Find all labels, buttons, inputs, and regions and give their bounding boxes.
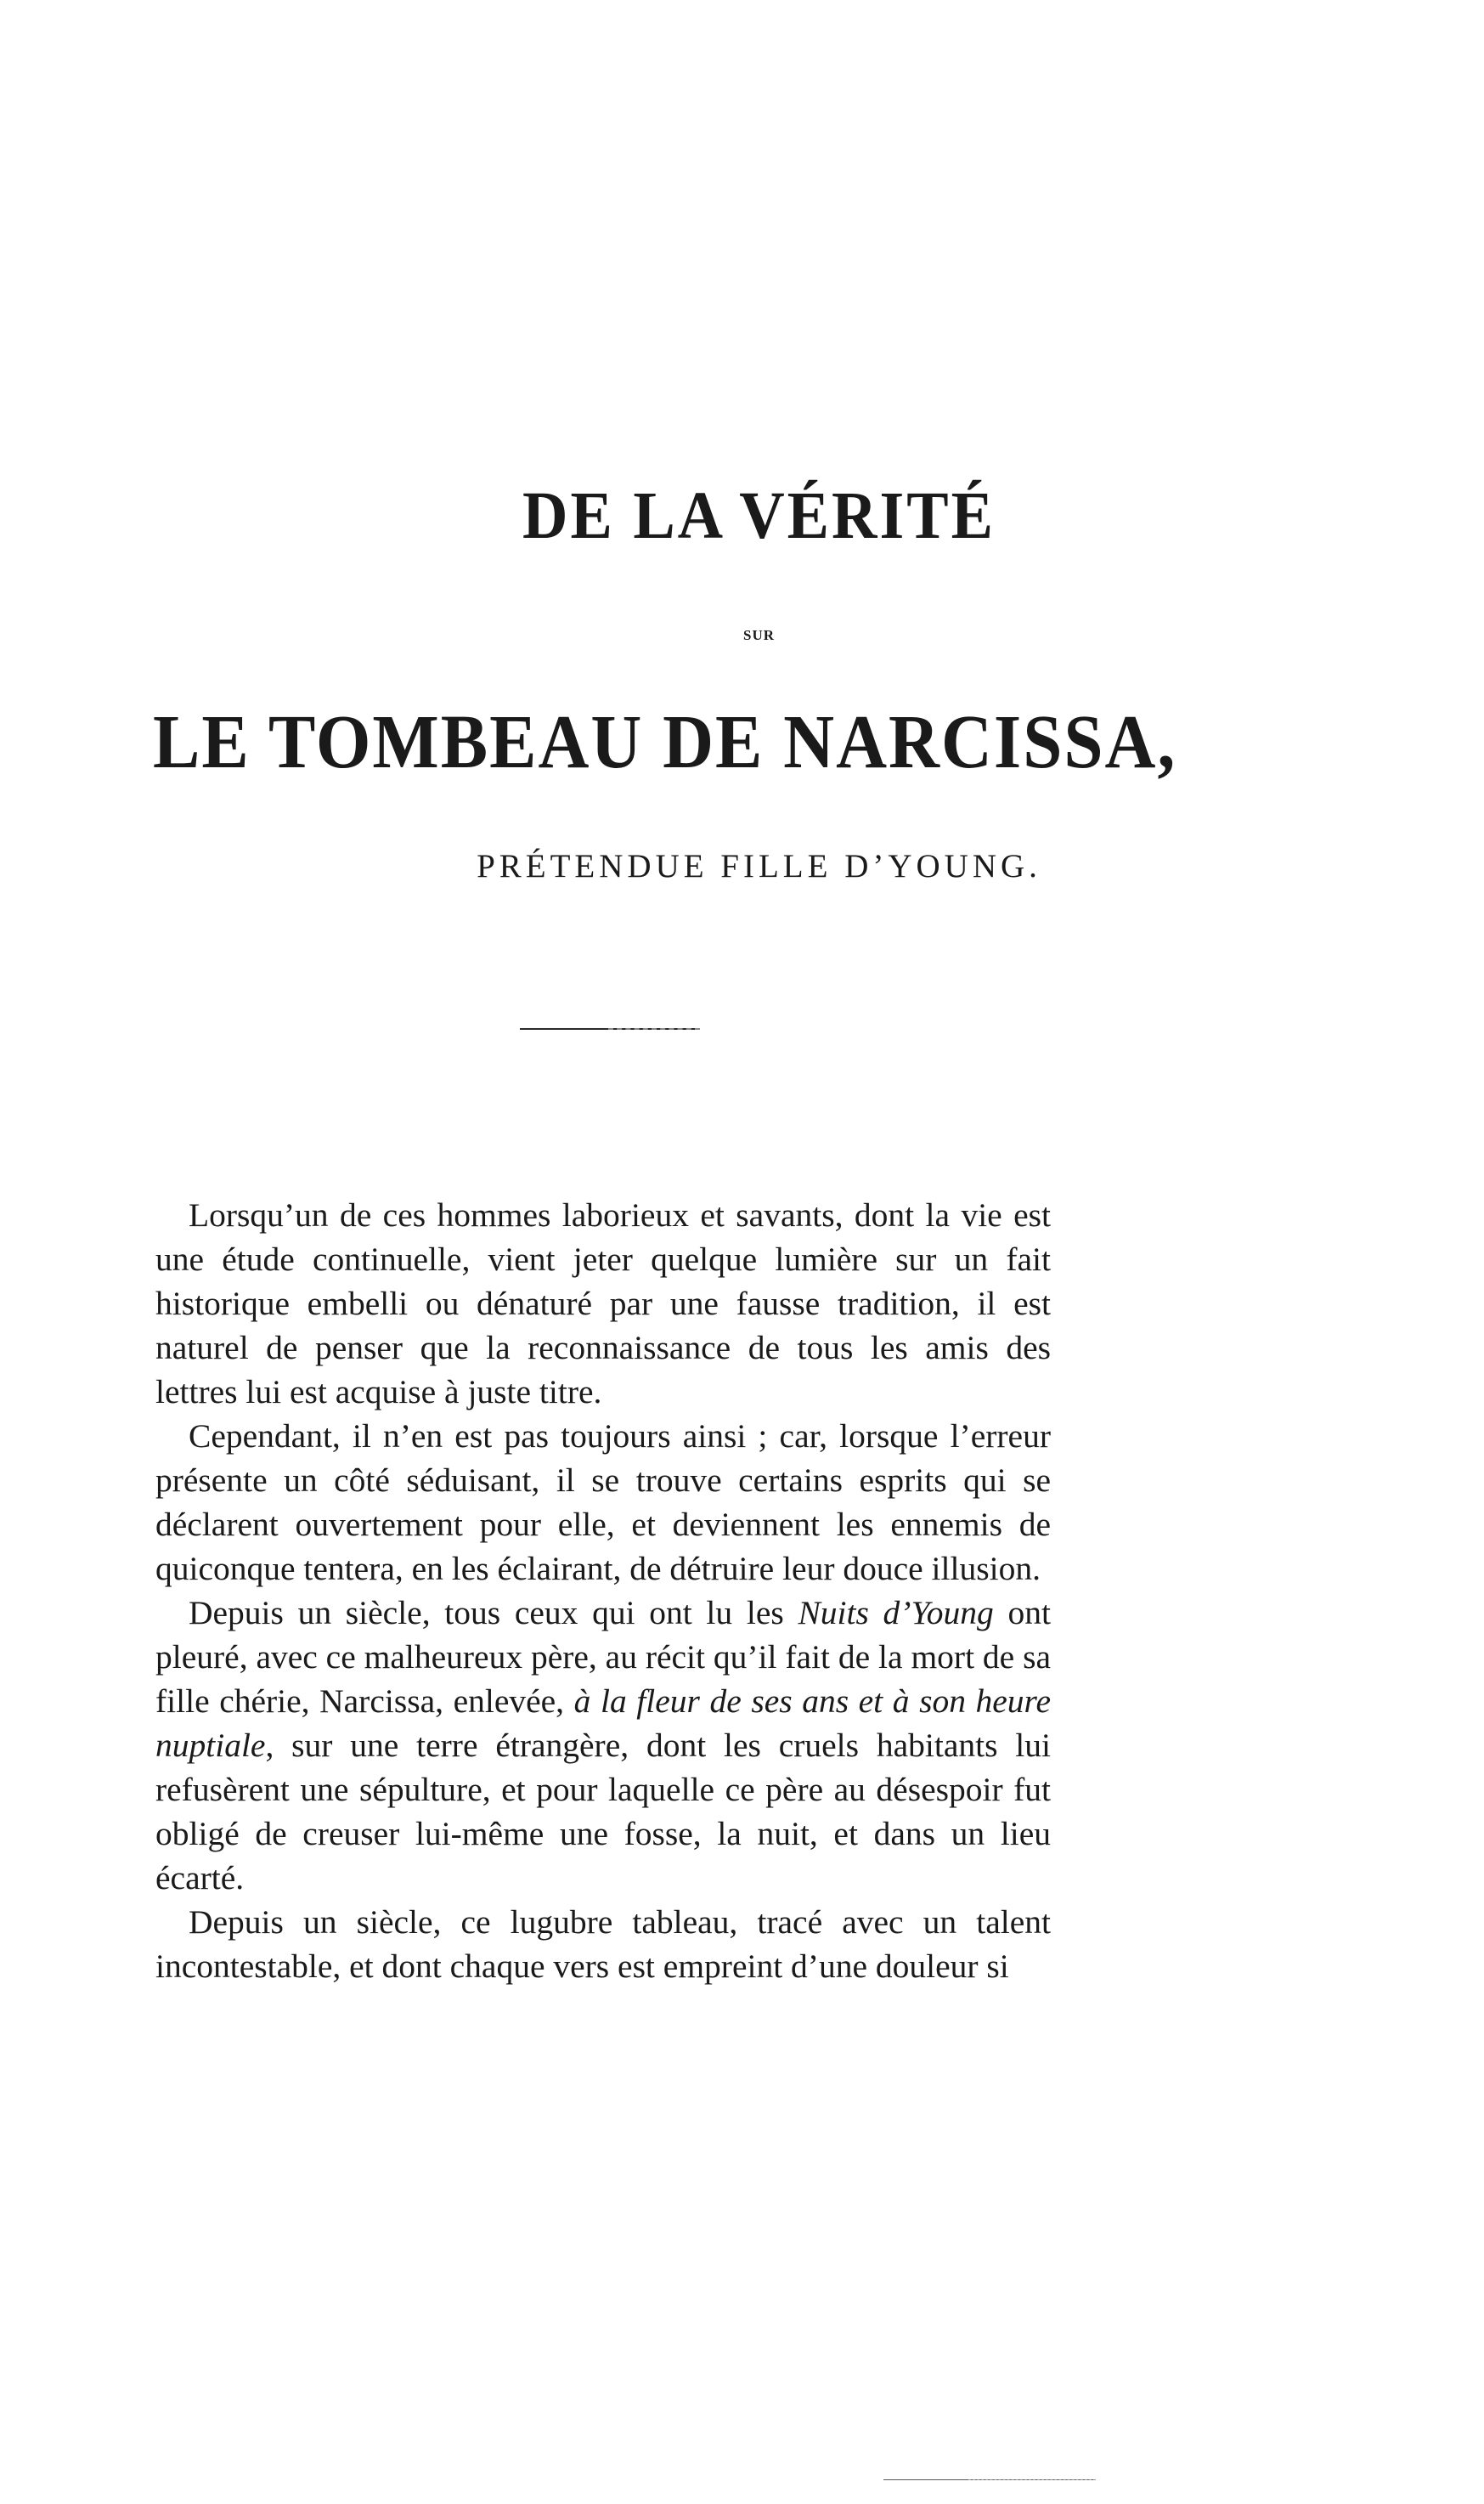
paragraph-2: Cependant, il n’en est pas toujours ainsi ; car, lorsque l’erreur présente un côté séduisant, il se trouve certains esprits qui se déclarent ouvertement pour elle, et deviennent les ennemis de quiconque tentera, en les éclairant, de détruire leur douce illusion. [155,1417,1051,1587]
subtitle: PRÉTENDUE FILLE D’YOUNG. [477,848,1041,885]
paragraph-3-text: , sur une terre étrangère, dont les cruels habitants lui refusèrent une sépulture, et pour laquelle ce père au désespoir fut obligé de creuser lui-même une fosse, la nuit, et dans un lieu écarté. [155,1727,1051,1896]
title-connector: SUR [742,627,775,643]
paragraph-3-text: ont pleuré, avec ce malheureux père, au récit qu’il fait de la mort de sa fille chérie, Narcissa, enlevée, [155,1594,1051,1720]
second-title: LE TOMBEAU DE NARCISSA, [153,699,1177,784]
paragraph-3-text: Depuis un siècle, tous ceux qui ont lu les [189,1594,798,1631]
italic-quote: à la fleur de ses ans et à son heure nuptiale [155,1682,1051,1764]
italic-title-nuits: Nuits d’Young [798,1594,994,1631]
section-divider [520,1028,700,1030]
paragraph-4: Depuis un siècle, ce lugubre tableau, tracé avec un talent incontestable, et dont chaque vers est empreint d’une douleur si [155,1903,1051,1985]
paragraph-3 [155,1591,1051,1900]
body-text [155,1193,1051,1988]
footer-rule [883,2479,1096,2480]
paragraph-1: Lorsqu’un de ces hommes laborieux et savants, dont la vie est une étude continuelle, vient jeter quelque lumière sur un fait historique embelli ou dénaturé par une fausse tradition, il est naturel de penser que la reconnaissance de tous les amis des lettres lui est acquise à juste titre. [155,1196,1051,1410]
main-title: DE LA VÉRITÉ [522,478,996,554]
